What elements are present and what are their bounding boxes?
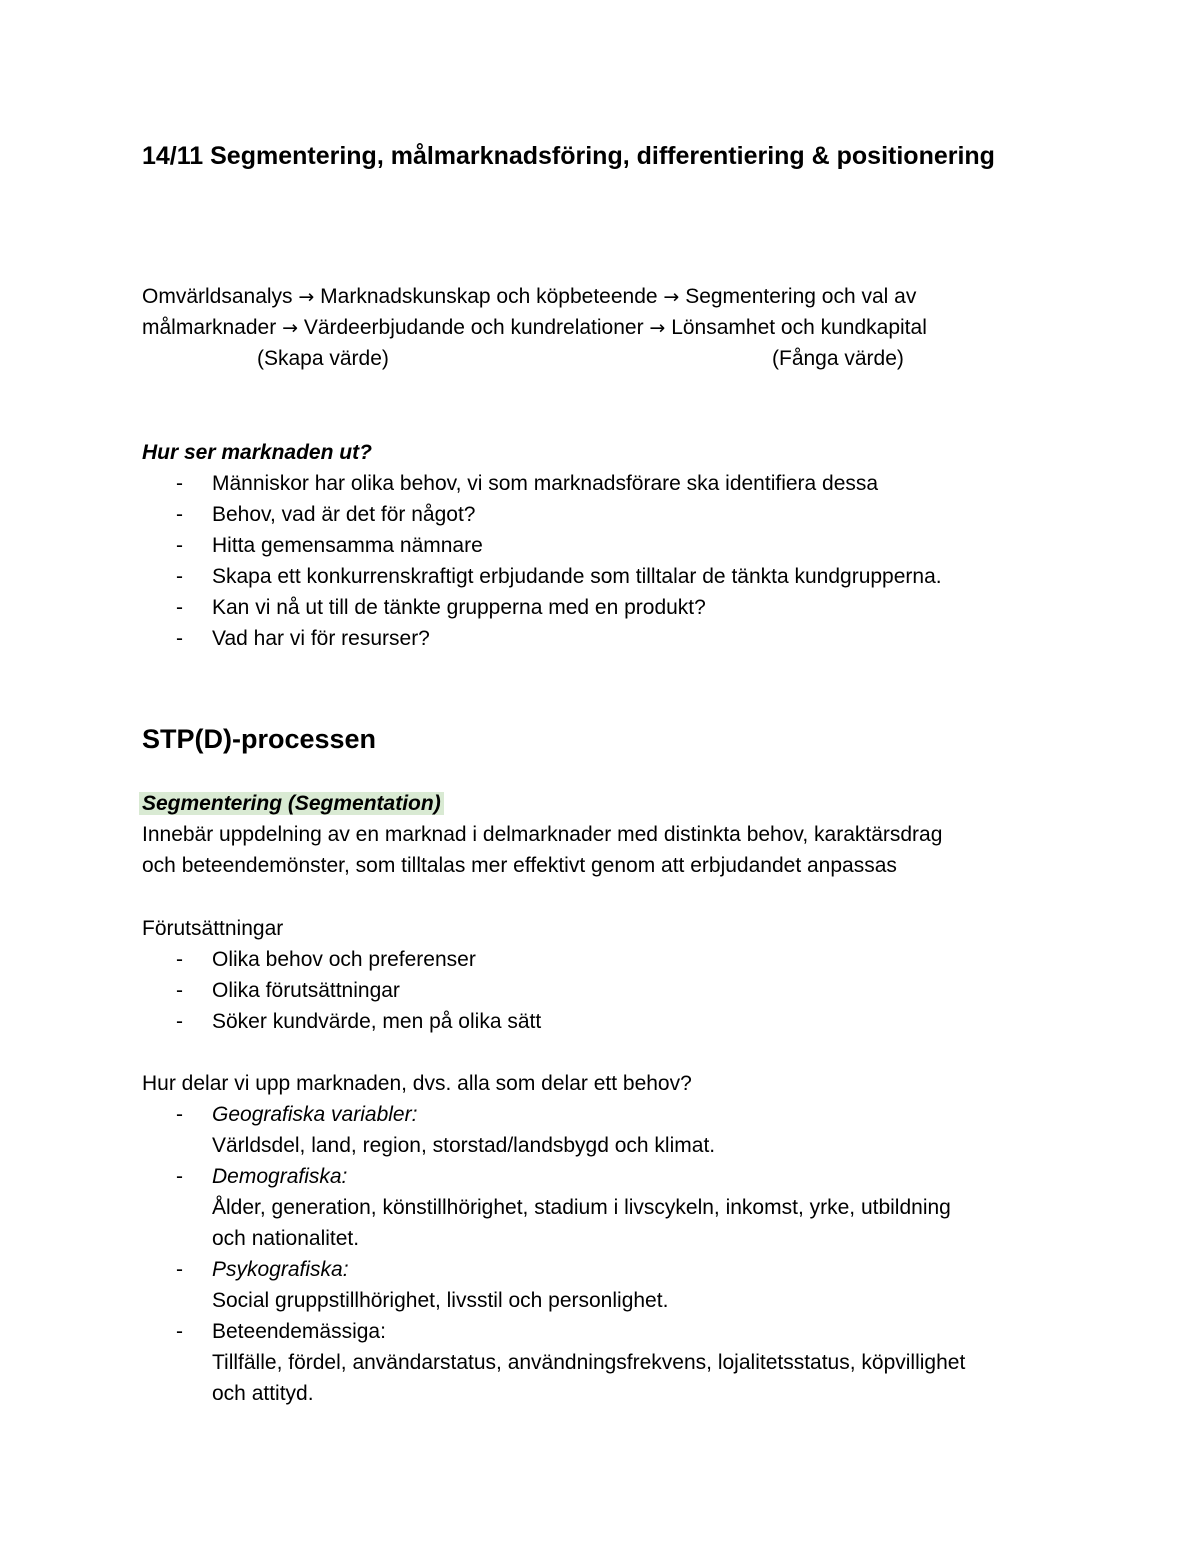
definition-line-1: Innebär uppdelning av en marknad i delmarknader med distinkta behov, karaktärsdrag	[142, 823, 943, 846]
market-heading: Hur ser marknaden ut?	[142, 441, 372, 464]
variable-label: Geografiska variabler:	[212, 1103, 418, 1126]
list-item: Behov, vad är det för något?	[212, 503, 476, 526]
bullet-dash: -	[176, 1103, 183, 1126]
variable-text: Ålder, generation, könstillhörighet, stadium i livscykeln, inkomst, yrke, utbildning	[212, 1196, 951, 1219]
flow-line-2	[142, 312, 927, 344]
variable-text: och nationalitet.	[212, 1227, 360, 1250]
highlighted-heading: Segmentering (Segmentation)	[139, 792, 444, 815]
variable-text: Social gruppstillhörighet, livsstil och personlighet.	[212, 1289, 669, 1312]
flow-item: Segmentering och val av	[685, 285, 917, 308]
bullet-dash: -	[176, 979, 183, 1002]
bullet-dash: -	[176, 1010, 183, 1033]
list-item: Vad har vi för resurser?	[212, 627, 430, 650]
variable-text: och attityd.	[212, 1382, 314, 1405]
flow-item: Marknadskunskap och köpbeteende	[320, 285, 658, 308]
variable-text: Tillfälle, fördel, användarstatus, användningsfrekvens, lojalitetsstatus, köpvillighet	[212, 1351, 966, 1374]
split-heading: Hur delar vi upp marknaden, dvs. alla som delar ett behov?	[142, 1072, 692, 1095]
arrow-icon: →	[649, 317, 666, 339]
page-title: 14/11 Segmentering, målmarknadsföring, differentiering & positionering	[142, 142, 995, 170]
segment-heading	[142, 788, 444, 819]
variable-text: Världsdel, land, region, storstad/landsbygd och klimat.	[212, 1134, 716, 1157]
bullet-dash: -	[176, 1258, 183, 1281]
flow-note-left: (Skapa värde)	[257, 347, 389, 370]
flow-line-1	[142, 281, 916, 313]
list-item: Olika förutsättningar	[212, 979, 400, 1002]
arrow-icon: →	[663, 286, 680, 308]
list-item: Söker kundvärde, men på olika sätt	[212, 1010, 542, 1033]
list-item: Kan vi nå ut till de tänkte grupperna med en produkt?	[212, 596, 706, 619]
arrow-icon: →	[282, 317, 298, 339]
list-item: Hitta gemensamma nämnare	[212, 534, 483, 557]
arrow-icon: →	[298, 286, 315, 308]
variable-label: Beteendemässiga:	[212, 1320, 386, 1343]
flow-item: Omvärldsanalys	[142, 285, 293, 308]
flow-item: Värdeerbjudande och kundrelationer	[303, 316, 644, 339]
bullet-dash: -	[176, 565, 183, 588]
flow-item: Lönsamhet och kundkapital	[671, 316, 927, 339]
list-item: Olika behov och preferenser	[212, 948, 476, 971]
variable-label: Demografiska:	[212, 1165, 348, 1188]
bullet-dash: -	[176, 627, 183, 650]
list-item: Människor har olika behov, vi som marknadsförare ska identifiera dessa	[212, 472, 879, 495]
bullet-dash: -	[176, 1165, 183, 1188]
bullet-dash: -	[176, 948, 183, 971]
variable-label: Psykografiska:	[212, 1258, 349, 1281]
bullet-dash: -	[176, 503, 183, 526]
list-item: Skapa ett konkurrenskraftigt erbjudande som tilltalar de tänkta kundgrupperna.	[212, 565, 942, 588]
bullet-dash: -	[176, 1320, 183, 1343]
bullet-dash: -	[176, 534, 183, 557]
flow-note-right: (Fånga värde)	[772, 347, 904, 370]
section-heading: STP(D)-processen	[142, 724, 377, 754]
bullet-dash: -	[176, 472, 183, 495]
bullet-dash: -	[176, 596, 183, 619]
definition-line-2: och beteendemönster, som tilltalas mer effektivt genom att erbjudandet anpassas	[142, 854, 897, 877]
flow-item: målmarknader	[142, 316, 277, 339]
prereq-heading: Förutsättningar	[142, 917, 284, 940]
